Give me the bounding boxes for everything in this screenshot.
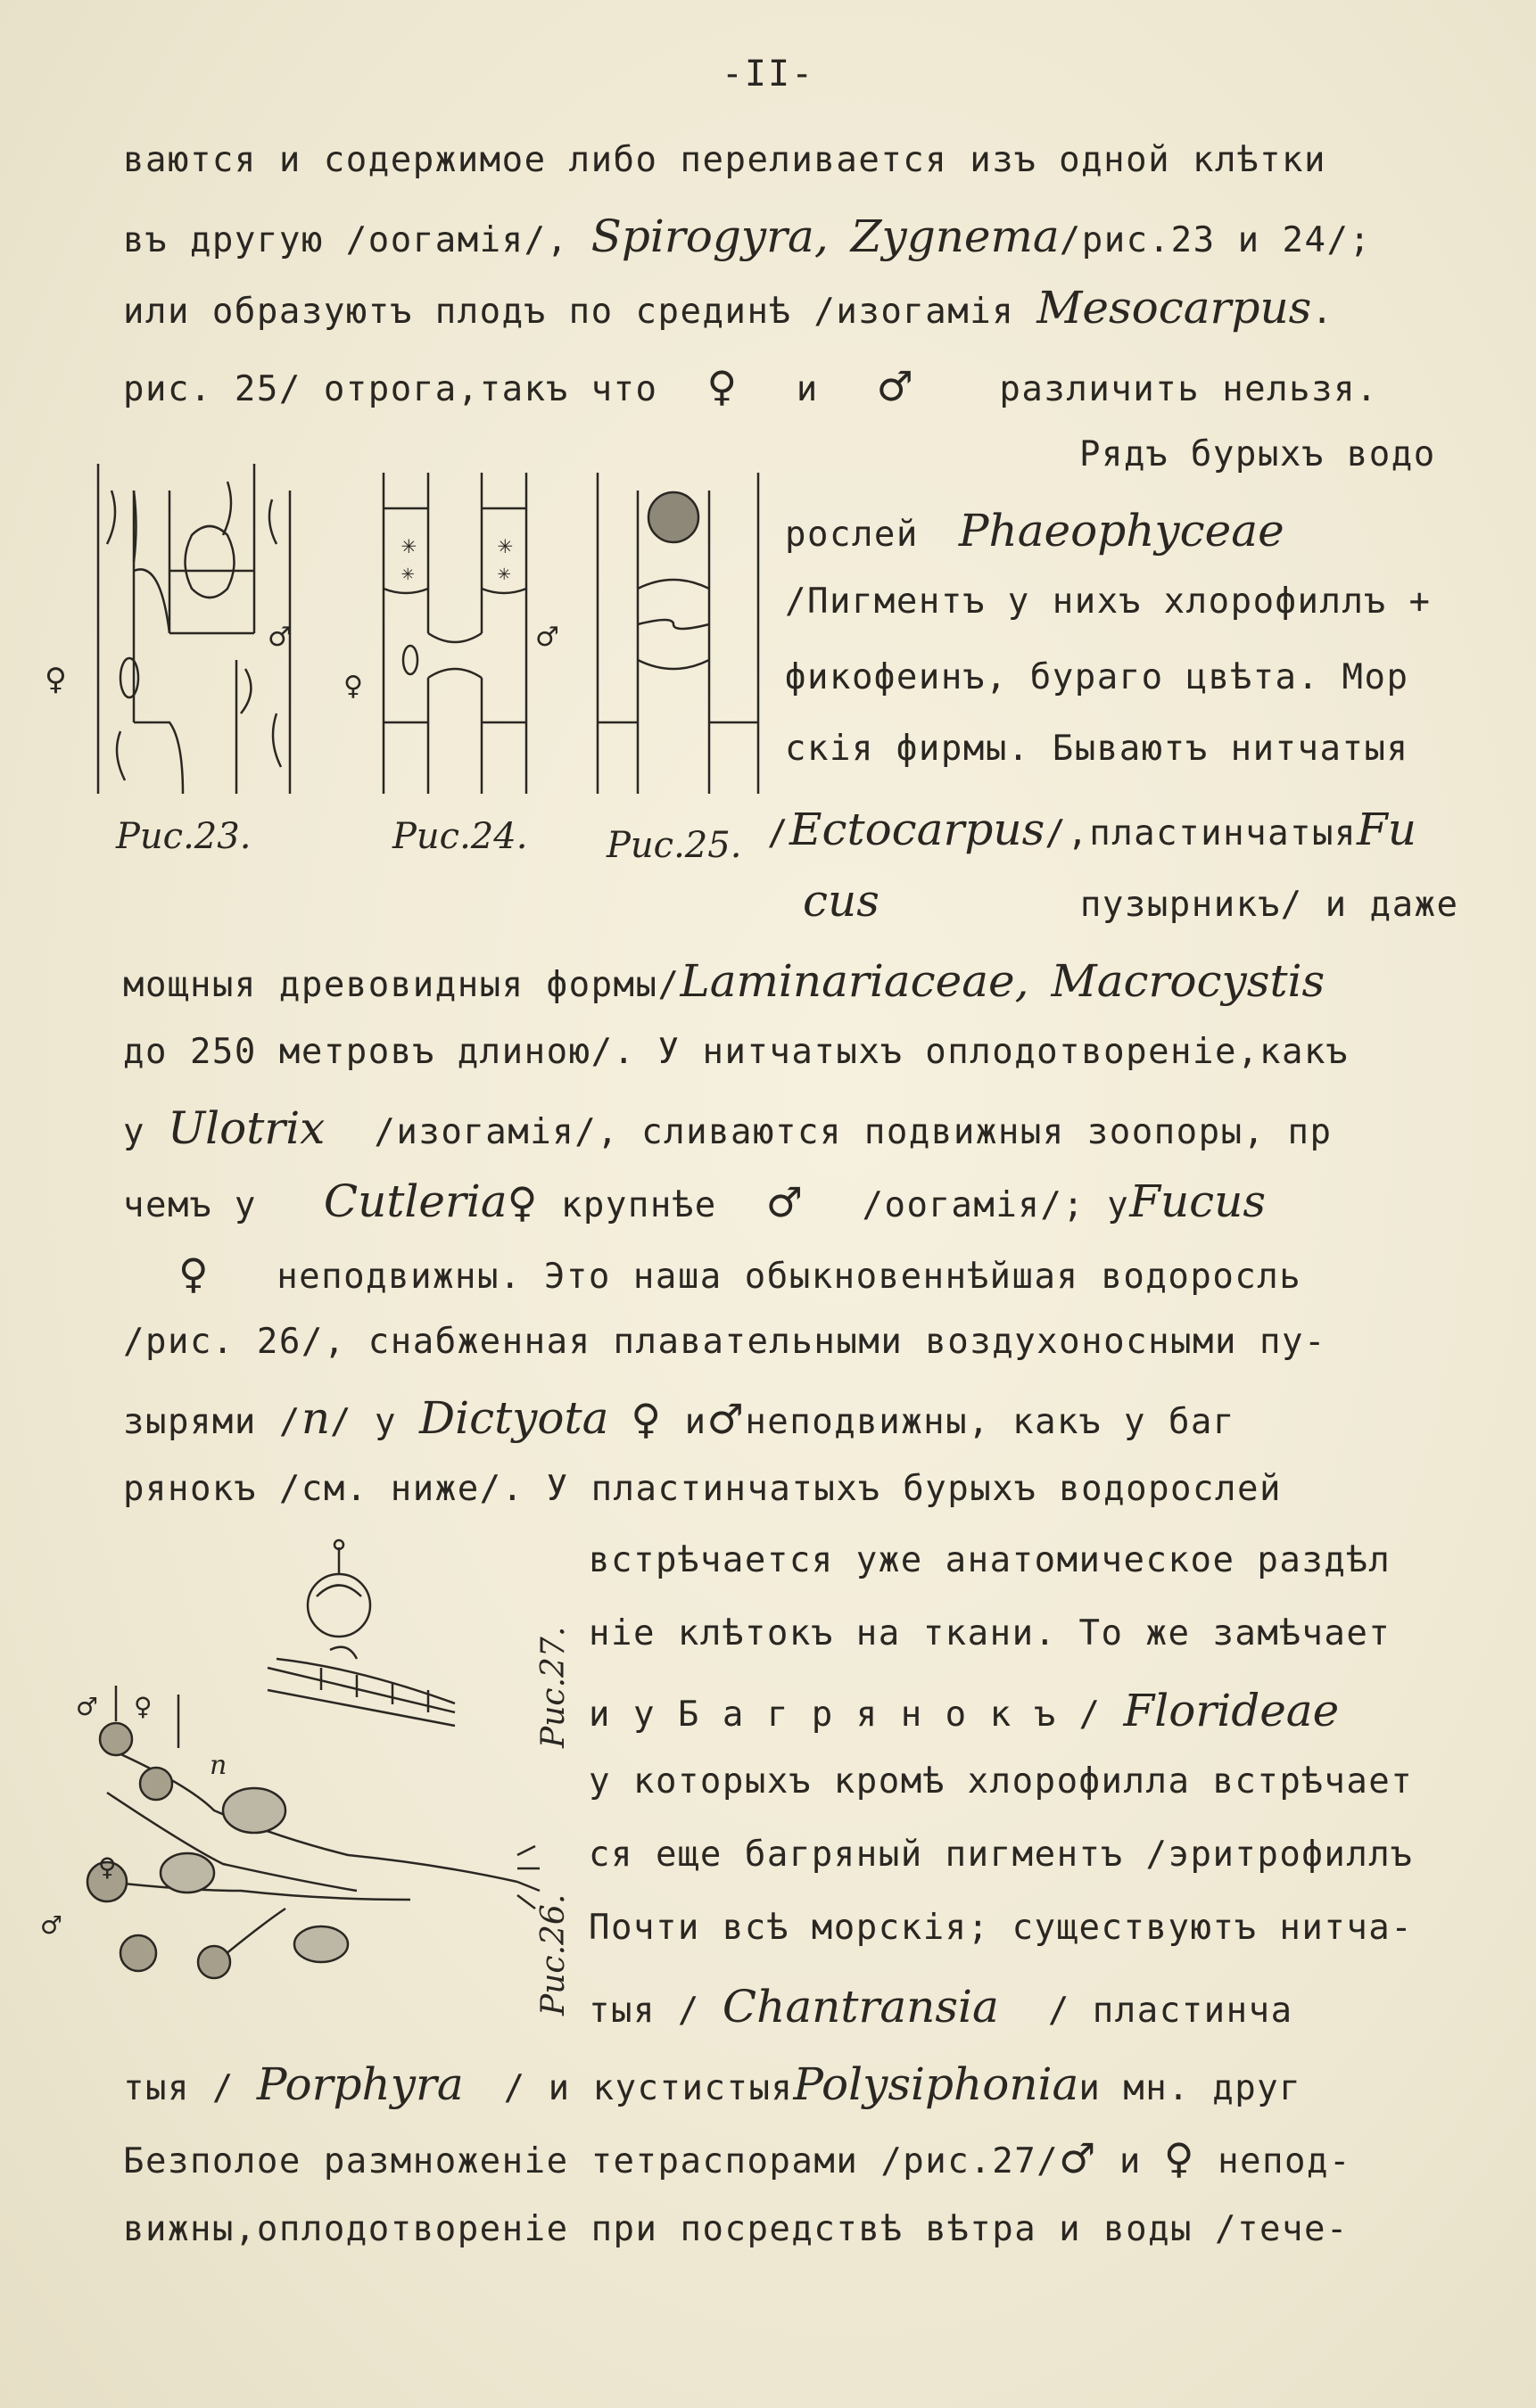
female-symbol: ♀ [178,1249,211,1298]
handwritten-genus: Florideae [1123,1685,1340,1736]
text-line [589,1908,1414,1948]
text-span: зырями / [123,1402,301,1442]
text-line [589,1981,1293,2033]
text-span: ваются и содержимое либо переливается изъ одной клѣтки [123,140,1326,180]
text-span: чемъ у [123,1185,257,1225]
male-symbol: ♂ [706,1395,746,1443]
male-symbol: ♂ [765,1178,805,1226]
handwritten-genus: Cutleria [323,1175,508,1227]
n-label: n [210,1750,227,1781]
text-span: скія фирмы. Бываютъ нитчатыя [785,729,1409,769]
text-span: рослей [785,515,919,555]
figure-26-drawing [54,1677,553,1998]
text-span: ніе клѣтокъ на ткани. То же замѣчает [589,1613,1391,1653]
svg-text:✳: ✳ [401,530,417,559]
handwritten-genus: Ulotrix [167,1102,326,1154]
text-span: у которыхъ кромѣ хлорофилла встрѣчает [589,1761,1414,1802]
handwritten-punct: , [813,210,829,262]
text-span: вижны,оплодотвореніе при посредствѣ вѣтра и воды /тече- [123,2209,1349,2249]
male-symbol: ♂ [76,1692,100,1721]
text-span: встрѣчается уже анатомическое раздѣл [589,1540,1391,1580]
text-span: / [767,813,789,854]
text-line [123,210,1372,262]
text-line [785,657,1409,697]
text-line [123,1175,1267,1227]
text-span: въ другую /оогамія/, [123,220,569,260]
female-symbol: ♀ [507,1178,539,1226]
handwritten-genus: Porphyra [256,2058,464,2110]
text-line [123,282,1334,334]
text-span: и [684,1402,707,1442]
text-line [178,1249,1302,1298]
text-line [589,1685,1340,1736]
handwritten-n: n [301,1392,331,1444]
handwritten-punct: , [1014,955,1029,1007]
female-symbol: ♀ [1163,2134,1196,2182]
text-span: /Пигментъ у нихъ хлорофиллъ + [785,581,1432,622]
text-span: ся еще багряный пигментъ /эритрофиллъ [589,1835,1414,1875]
text-line [123,1392,1235,1444]
text-line [123,362,1379,410]
text-span: тыя / [123,2068,235,2108]
male-symbol: ♂ [40,1910,64,1940]
text-line [123,1322,1326,1362]
male-symbol: ♂ [1059,2134,1097,2182]
text-line [123,955,1325,1007]
text-span: тыя / [589,1991,700,2031]
text-line [589,1761,1414,1802]
text-line [767,804,1416,855]
page-number: -II- [721,54,815,95]
female-symbol: ♀ [706,362,739,410]
text-span: и мн. друг [1078,2068,1302,2108]
text-line [803,875,1459,927]
svg-text:✳: ✳ [498,560,511,585]
female-symbol: ♀ [631,1395,663,1443]
text-line [123,140,1326,180]
text-span: пузырникъ/ и даже [1079,885,1459,925]
svg-text:✳: ✳ [401,560,415,585]
text-span: /оогамія/; у [862,1185,1130,1225]
text-span: Рядъ бурыхъ водо [1079,434,1436,474]
text-span: Безполое размноженіе тетраспорами /рис.27/ [123,2141,1060,2181]
handwritten-genus: Ectocarpus [789,804,1045,855]
handwritten-genus: cus [803,875,879,927]
text-line [589,1835,1414,1875]
figure-27-caption: Рис.27. [535,1626,572,1748]
text-line [123,2134,1351,2182]
female-symbol: ♀ [134,1692,154,1721]
text-span: различить нельзя. [999,369,1379,409]
figure-23-caption: Рис.23. [116,816,252,857]
text-line [123,2058,1302,2110]
text-span: или образуютъ плодъ по срединѣ /изогамія [123,292,1015,332]
handwritten-genus: Dictyota [418,1392,609,1444]
text-span: /изогамія/, сливаются подвижныя зоопоры, пр [374,1112,1333,1152]
text-span: /рис. 26/, снабженная плавательными воздухоносными пу- [123,1322,1326,1362]
text-span: рис. 25/ отрога,такъ что [123,369,658,409]
text-span: Почти всѣ морскія; существуютъ нитча- [589,1908,1414,1948]
text-line [589,1613,1391,1653]
text-line [785,581,1432,622]
figure-25-drawing [584,455,772,803]
text-span: /,пластинчатыя [1045,813,1357,854]
figure-25-caption: Рис.25. [607,825,742,866]
text-line [785,729,1409,769]
text-span: / и кустистыя [503,2068,794,2108]
figure-26-caption: Рис.26. [535,1893,572,2016]
text-span: крупнѣе [560,1185,717,1225]
handwritten-genus: Zygnema [850,210,1060,262]
text-span: фикофеинъ, бураго цвѣта. Мор [785,657,1409,697]
handwritten-genus: Laminariaceae [680,955,1015,1007]
figure-24-caption: Рис.24. [392,816,528,857]
text-line [123,1032,1349,1072]
female-symbol: ♀ [343,671,365,702]
text-span: мощныя древовидныя формы/ [123,965,681,1005]
handwritten-genus: Phaeophyceae [958,505,1284,557]
text-span: рянокъ /см. ниже/. У пластинчатыхъ бурыхъ водорослей [123,1469,1282,1509]
text-span: /рис.23 и 24/; [1059,220,1372,260]
text-line [785,505,1284,557]
svg-text:✳: ✳ [498,530,513,559]
male-symbol: ♂ [876,362,915,410]
handwritten-genus: Fucus [1129,1175,1267,1227]
male-symbol: ♂ [535,622,561,653]
handwritten-genus: Spirogyra [590,210,814,262]
text-span: / пластинча [1047,1991,1293,2031]
handwritten-genus: Polysiphonia [793,2058,1079,2110]
text-span: неподвижны, какъ у баг [745,1402,1235,1442]
handwritten-genus: Fu [1357,804,1416,855]
text-span: у [123,1112,145,1152]
text-line [123,1102,1333,1154]
female-symbol: ♀ [98,1852,119,1882]
text-span: / у [330,1402,397,1442]
handwritten-genus: Chantransia [722,1981,999,2033]
male-symbol: ♂ [268,622,293,653]
text-span: и у Б а г р я н о к ъ / [589,1695,1102,1735]
text-span: непод- [1218,2141,1351,2181]
female-symbol: ♀ [45,662,69,697]
text-span: неподвижны. Это наша обыкновеннѣйшая водоросль [277,1257,1302,1297]
text-line [1079,434,1436,474]
handwritten-genus: Macrocystis [1051,955,1325,1007]
text-line [589,1540,1391,1580]
text-span: . [1311,292,1334,332]
text-span: и [1119,2141,1142,2181]
text-line [123,2209,1349,2249]
text-line [123,1469,1282,1509]
handwritten-genus: Mesocarpus [1036,282,1312,334]
text-span: и [796,369,819,409]
text-span: до 250 метровъ длиною/. У нитчатыхъ оплодотвореніе,какъ [123,1032,1349,1072]
